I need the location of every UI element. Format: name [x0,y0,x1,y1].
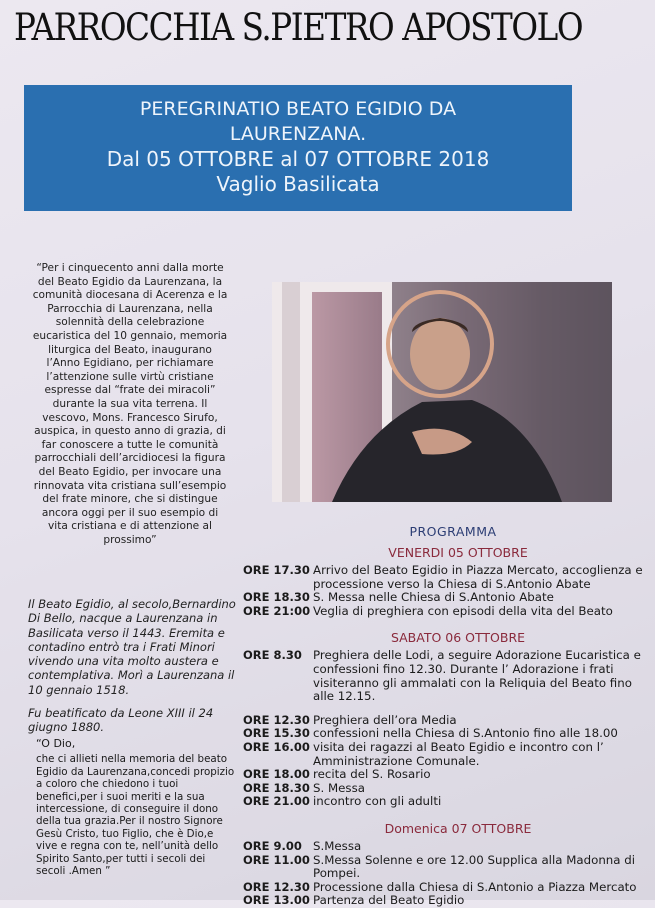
saint-statue-image [272,282,612,502]
schedule-desc: S. Messa nelle Chiesa di S.Antonio Abate [313,590,554,605]
schedule-row [243,591,643,605]
schedule-row [243,881,643,895]
schedule-desc: Processione dalla Chiesa di S.Antonio a Piazza Mercato [313,879,637,894]
page-title: PARROCCHIA S.PIETRO APOSTOLO [14,6,583,49]
schedule-row [243,605,643,619]
biography-paragraph-2: Fu beatificato da Leone XIII il 24 giugno 1880. [28,706,214,735]
biography [28,597,238,744]
schedule-time: ORE 18.00 [243,767,310,782]
banner-line-2: LAURENZANA. [229,123,367,145]
schedule-desc: S.Messa [313,838,362,853]
schedule-desc: Partenza del Beato Egidio [313,893,465,908]
quote-text: “Per i cinquecento anni dalla morte del Beato Egidio da Laurenzana, la comunità diocesana di Acerenza e la Parrocchia di Laurenzana, nella solennità della celebrazione eucaristica del 10 gennaio, memoria liturgica del Beato, inaugurano l’Anno Egidiano, per richiamare l’attenzione sulle virtù cristiane espresse dal “frate dei miracoli” durante la sua vita terrena. Il vescovo, Mons. Francesco Sirufo, auspica, in questo anno di grazia, di far conoscere a tutte le comunità parrocchiali dell’arcidiocesi la figura del Beato Egidio, per invocare una rinnovata vita cristiana sull’esempio del frate minore, che si distingue ancora oggi per il suo esempio di vita cristiana e di attenzione al prossimo” [32,262,228,546]
event-banner [24,85,572,211]
schedule-desc: Preghiera delle Lodi, a seguire Adorazione Eucaristica e confessioni fino 12.30. Durante l’ Adorazione i frati visiteranno gli ammalati con la Reliquia del Beato fino alle 12.15. [313,648,641,704]
prayer [36,738,236,877]
schedule-desc: Arrivo del Beato Egidio in Piazza Mercato, accoglienza e processione verso la Chiesa di S.Antonio Abate [313,563,643,591]
schedule-desc: confessioni nella Chiesa di S.Antonio fino alle 18.00 [313,726,618,741]
schedule-time: ORE 21.00 [243,794,310,809]
schedule-row [243,741,643,768]
schedule-time: ORE 8.30 [243,648,302,663]
schedule-desc: S. Messa [313,780,365,795]
schedule-desc: incontro con gli adulti [313,794,442,809]
schedule-row [243,649,643,703]
schedule-saturday-afternoon [243,714,643,809]
schedule-row [243,782,643,796]
schedule-desc: recita del S. Rosario [313,767,431,782]
schedule-time: ORE 16.00 [243,739,310,754]
program [243,524,643,908]
schedule-row [243,714,643,728]
schedule-row [243,727,643,741]
program-title: PROGRAMMA [409,524,497,539]
schedule-row [243,894,643,908]
schedule-time: ORE 11.00 [243,852,310,867]
schedule-time: ORE 12.30 [243,712,310,727]
biography-paragraph-1: Il Beato Egidio, al secolo,Bernardino Di Bello, nacque a Laurenzana in Basilicata verso il 1443. Eremita e contadino entrò tra i Frati Minori vivendo una vita molto austera e contemplativa. Morì a Laurenzana il 10 gennaio 1518. [28,597,236,697]
schedule-time: ORE 18.30 [243,590,310,605]
schedule-desc: S.Messa Solenne e ore 12.00 Supplica alla Madonna di Pompei. [313,852,636,881]
schedule-saturday-morning [243,649,643,703]
banner-line-1: PEREGRINATIO BEATO EGIDIO DA [139,98,457,120]
day-heading-friday: VENERDI 05 OTTOBRE [388,545,528,560]
day-heading-sunday: Domenica 07 OTTOBRE [384,820,532,836]
schedule-row [243,840,643,854]
banner-location: Vaglio Basilicata [216,172,380,196]
schedule-time: ORE 9.00 [243,838,302,853]
prayer-opening: “O Dio, [36,737,76,750]
schedule-desc: Veglia di preghiera con episodi della vita del Beato [313,603,613,618]
schedule-time: ORE 12.30 [243,879,310,894]
saint-photo [272,282,612,502]
schedule-row [243,768,643,782]
schedule-desc: visita dei ragazzi al Beato Egidio e incontro con l’ Amministrazione Comunale. [313,739,604,768]
schedule-desc: Preghiera dell’ora Media [313,712,457,727]
schedule-time: ORE 18.30 [243,780,310,795]
schedule-friday [243,564,643,618]
schedule-time: ORE 17.30 [243,563,310,577]
schedule-row [243,564,643,591]
schedule-time: ORE 13.00 [243,893,310,908]
schedule-time: ORE 21:00 [243,603,311,618]
schedule-sunday [243,840,643,908]
schedule-row [243,854,643,881]
schedule-time: ORE 15.30 [243,726,310,741]
banner-dates: Dal 05 OTTOBRE al 07 OTTOBRE 2018 [106,147,490,171]
schedule-row [243,795,643,809]
day-heading-saturday: SABATO 06 OTTOBRE [390,630,526,646]
prayer-text: che ci allieti nella memoria del beato Egidio da Laurenzana,concedi propizio a coloro che chiedono i tuoi benefici,per i suoi meriti e la sua intercessione, di conseguire il dono della tua grazia.Per il nostro Signore Gesù Cristo, tuo Figlio, che è Dio,e vive e regna con te, nell’unità dello Spirito Santo,per tutti i secoli dei secoli .Amen ” [36,753,235,878]
